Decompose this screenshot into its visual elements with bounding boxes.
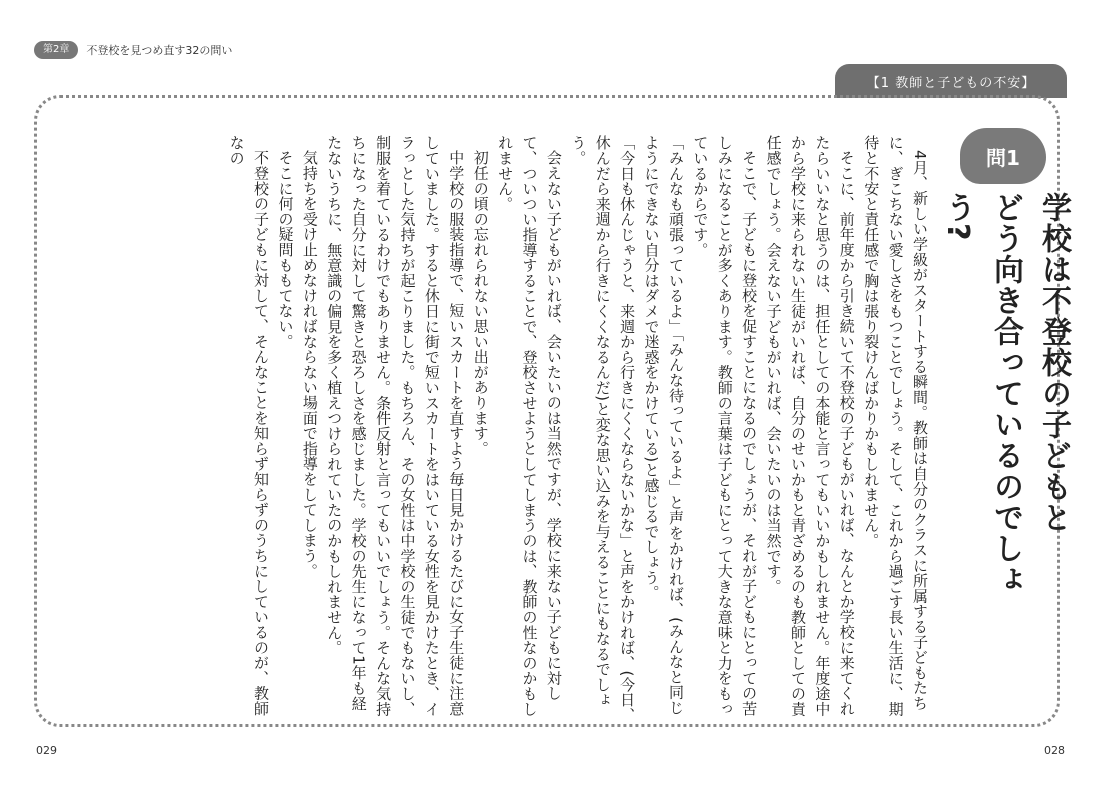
- paragraph-10: そこに何の疑問ももてない。: [276, 150, 295, 349]
- page-number-left: 029: [36, 744, 57, 757]
- paragraph-11: 不登校の子どもに対して、そんなことを知らず知らずのうちにしているのが、教師なの: [227, 135, 271, 717]
- chapter-header: [34, 40, 232, 60]
- question-badge: 問1: [960, 128, 1046, 184]
- paragraph-2: そこに、前年度から引き続いて不登校の子どもがいれば、なんとか学校に来てくれたらいいなと思うのは、担任としての本能と言ってもいいかもしれません。年度途中から学校に来られない生徒がいれば、自分のせいかもと青ざめるのも教師としての責任感でしょう。会えない子どもがいれば、会いたいのは当然です。: [764, 135, 856, 717]
- question-heading: [933, 192, 1077, 612]
- chapter-title: 不登校を見つめ直す32の問い: [86, 44, 233, 57]
- paragraph-1: 4月、新しい学級がスタートする瞬間。教師は自分のクラスに所属する子どもたちに、ぎこちない愛しさをもつことでしょう。そして、これから過ごす長い生活に、期待と不安と責任感で胸は張り裂けんばかりかもしれません。: [862, 135, 929, 717]
- section-tab: 【1 教師と子どもの不安】: [835, 64, 1067, 98]
- paragraph-5: 「今日も休んじゃうと、来週から行きにくくならないかな」と声をかければ、(今日、休んだら来週から行きにくくなるんだ)と変な思い込みを与えることにもなるでしょう。: [569, 135, 637, 723]
- paragraph-8: 中学校の服装指導で、短いスカートを直すよう毎日見かけるたびに女子生徒に注意していました。すると休日に街で短いスカートをはいている女性を見かけたとき、イラっとした気持ちが起こりました。もちろん、その女性は中学校の生徒でもないし、制服を着ているわけでもありません。条件反射と言ってもいいでしょう。そんな気持ちになった自分に対して驚きと恐ろしさを感じました。学校の先生になって1年も経たないうちに、無意識の偏見を多く植えつけられていたのかもしれません。: [325, 135, 466, 717]
- paragraph-4: 「みんなも頑張っているよ」「みんな待っているよ」と声をかければ、(みんなと同じようにできない自分はダメで迷惑をかけている)と感じるでしょう。: [642, 135, 685, 716]
- body-text: [60, 135, 932, 725]
- chapter-badge: 第2章: [34, 41, 78, 59]
- question-heading-line-1: 学校は不登校の子どもと: [1036, 192, 1071, 533]
- paragraph-7: 初任の頃の忘れられない思い出があります。: [471, 150, 490, 456]
- question-heading-line-2: どう向き合っているのでしょう?: [940, 192, 1023, 595]
- paragraph-6: 会えない子どもがいれば、会いたいのは当然ですが、学校に来ない子どもに対して、ついつい指導することで、登校させようとしてしまうのは、教師の性なのかもしれません。: [496, 135, 563, 717]
- paragraph-3: そこで、子どもに登校を促すことになるのでしょうが、それが子どもにとっての苦しみになることが多くあります。教師の言葉は子どもにとって大きな意味と力をもっているからです。: [691, 135, 759, 717]
- page-number-right: 028: [1044, 744, 1065, 757]
- paragraph-9: 気持ちを受け止めなければならない場面で指導をしてしまう。: [300, 150, 319, 579]
